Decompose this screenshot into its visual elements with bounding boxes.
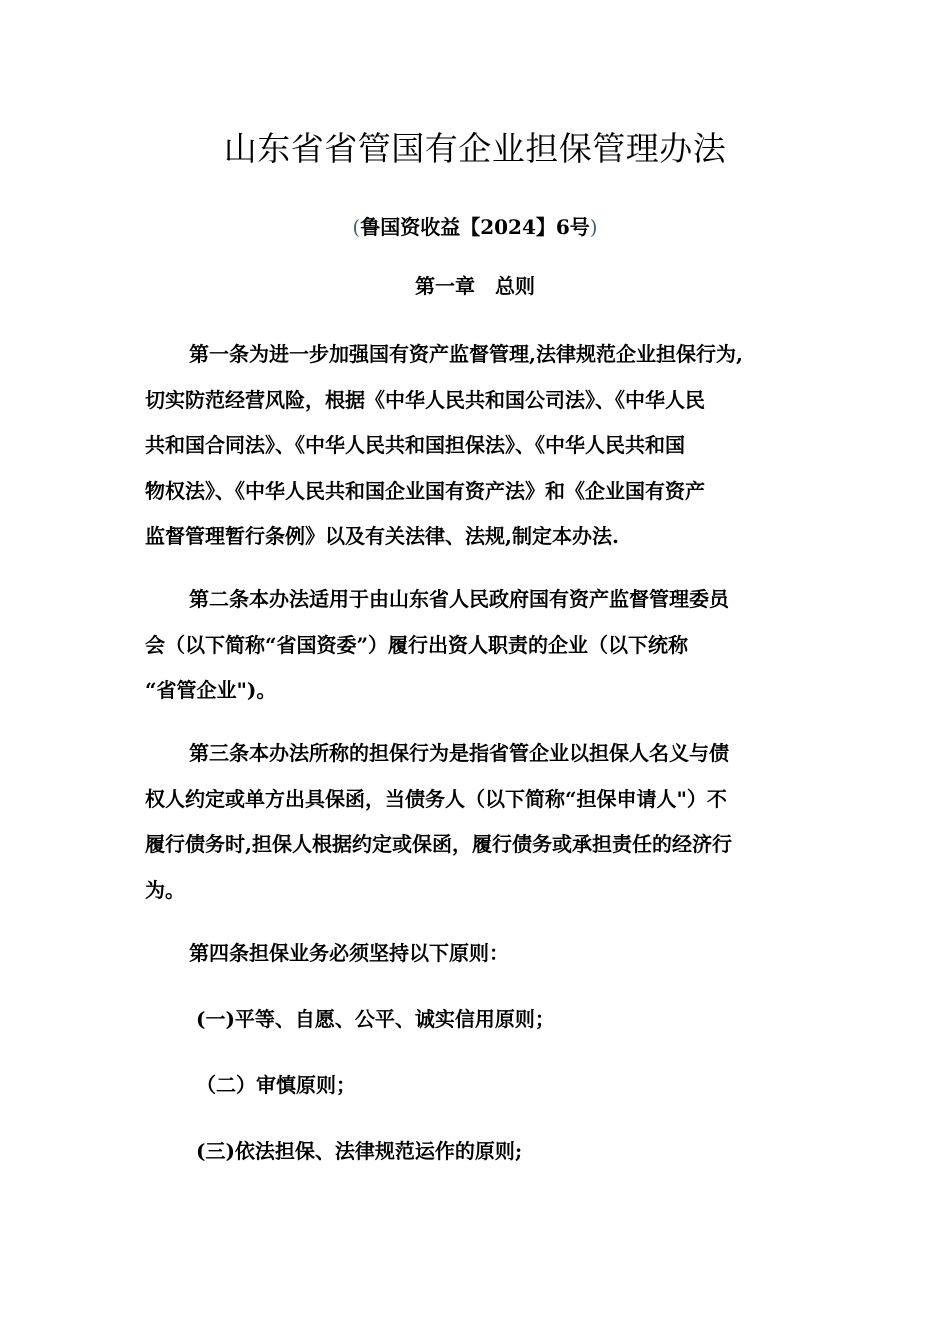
article-line: 第三条本办法所称的担保行为是指省管企业以担保人名义与债 xyxy=(189,741,729,765)
article-line: 权人约定或单方出具保函，当债务人（以下简称“担保申请人"）不 xyxy=(145,786,727,811)
principle-item: (一)平等、自愿、公平、诚实信用原则； xyxy=(196,1007,555,1031)
article-line: 为。 xyxy=(145,877,185,902)
article-2 xyxy=(145,577,810,714)
doc-number-text: 鲁国资收益【2024】6号 xyxy=(360,215,590,239)
article-line: 物权法》、《中华人民共和国企业国有资产法》和《企业国有资产 xyxy=(145,478,705,503)
article-line: 第二条本办法适用于由山东省人民政府国有资产监督管理委员 xyxy=(189,587,729,611)
article-4 xyxy=(145,931,810,977)
article-3 xyxy=(145,731,810,913)
document-number xyxy=(0,212,950,242)
document-title: 山东省省管国有企业担保管理办法 xyxy=(223,129,727,168)
article-line: “省管企业")。 xyxy=(145,678,277,702)
article-line: 会（以下简称“省国资委”）履行出资人职责的企业（以下统称 xyxy=(145,632,689,657)
article-line: 共和国合同法》、《中华人民共和国担保法》、《中华人民共和国 xyxy=(145,433,685,457)
principle-item: (三)依法担保、法律规范运作的原则; xyxy=(196,1139,523,1163)
article-line: 切实防范经营风险，根据《中华人民共和国公司法》、《中华人民 xyxy=(145,387,705,412)
article-line: 第四条担保业务必须坚持以下原则： xyxy=(189,941,509,965)
article-line: 第一条为进一步加强国有资产监督管理,法律规范企业担保行为, xyxy=(189,342,743,366)
article-1 xyxy=(145,332,810,560)
article-line: 监督管理暂行条例》以及有关法律、法规,制定本办法. xyxy=(145,524,619,548)
principle-item: （二）审慎原则； xyxy=(196,1073,356,1097)
article-line: 履行债务时,担保人根据约定或保函，履行债务或承担责任的经济行 xyxy=(145,832,732,856)
chapter-heading: 第一章 总则 xyxy=(415,274,535,298)
doc-number-open-paren: ( xyxy=(352,215,361,239)
doc-number-close-paren: ) xyxy=(589,215,598,239)
